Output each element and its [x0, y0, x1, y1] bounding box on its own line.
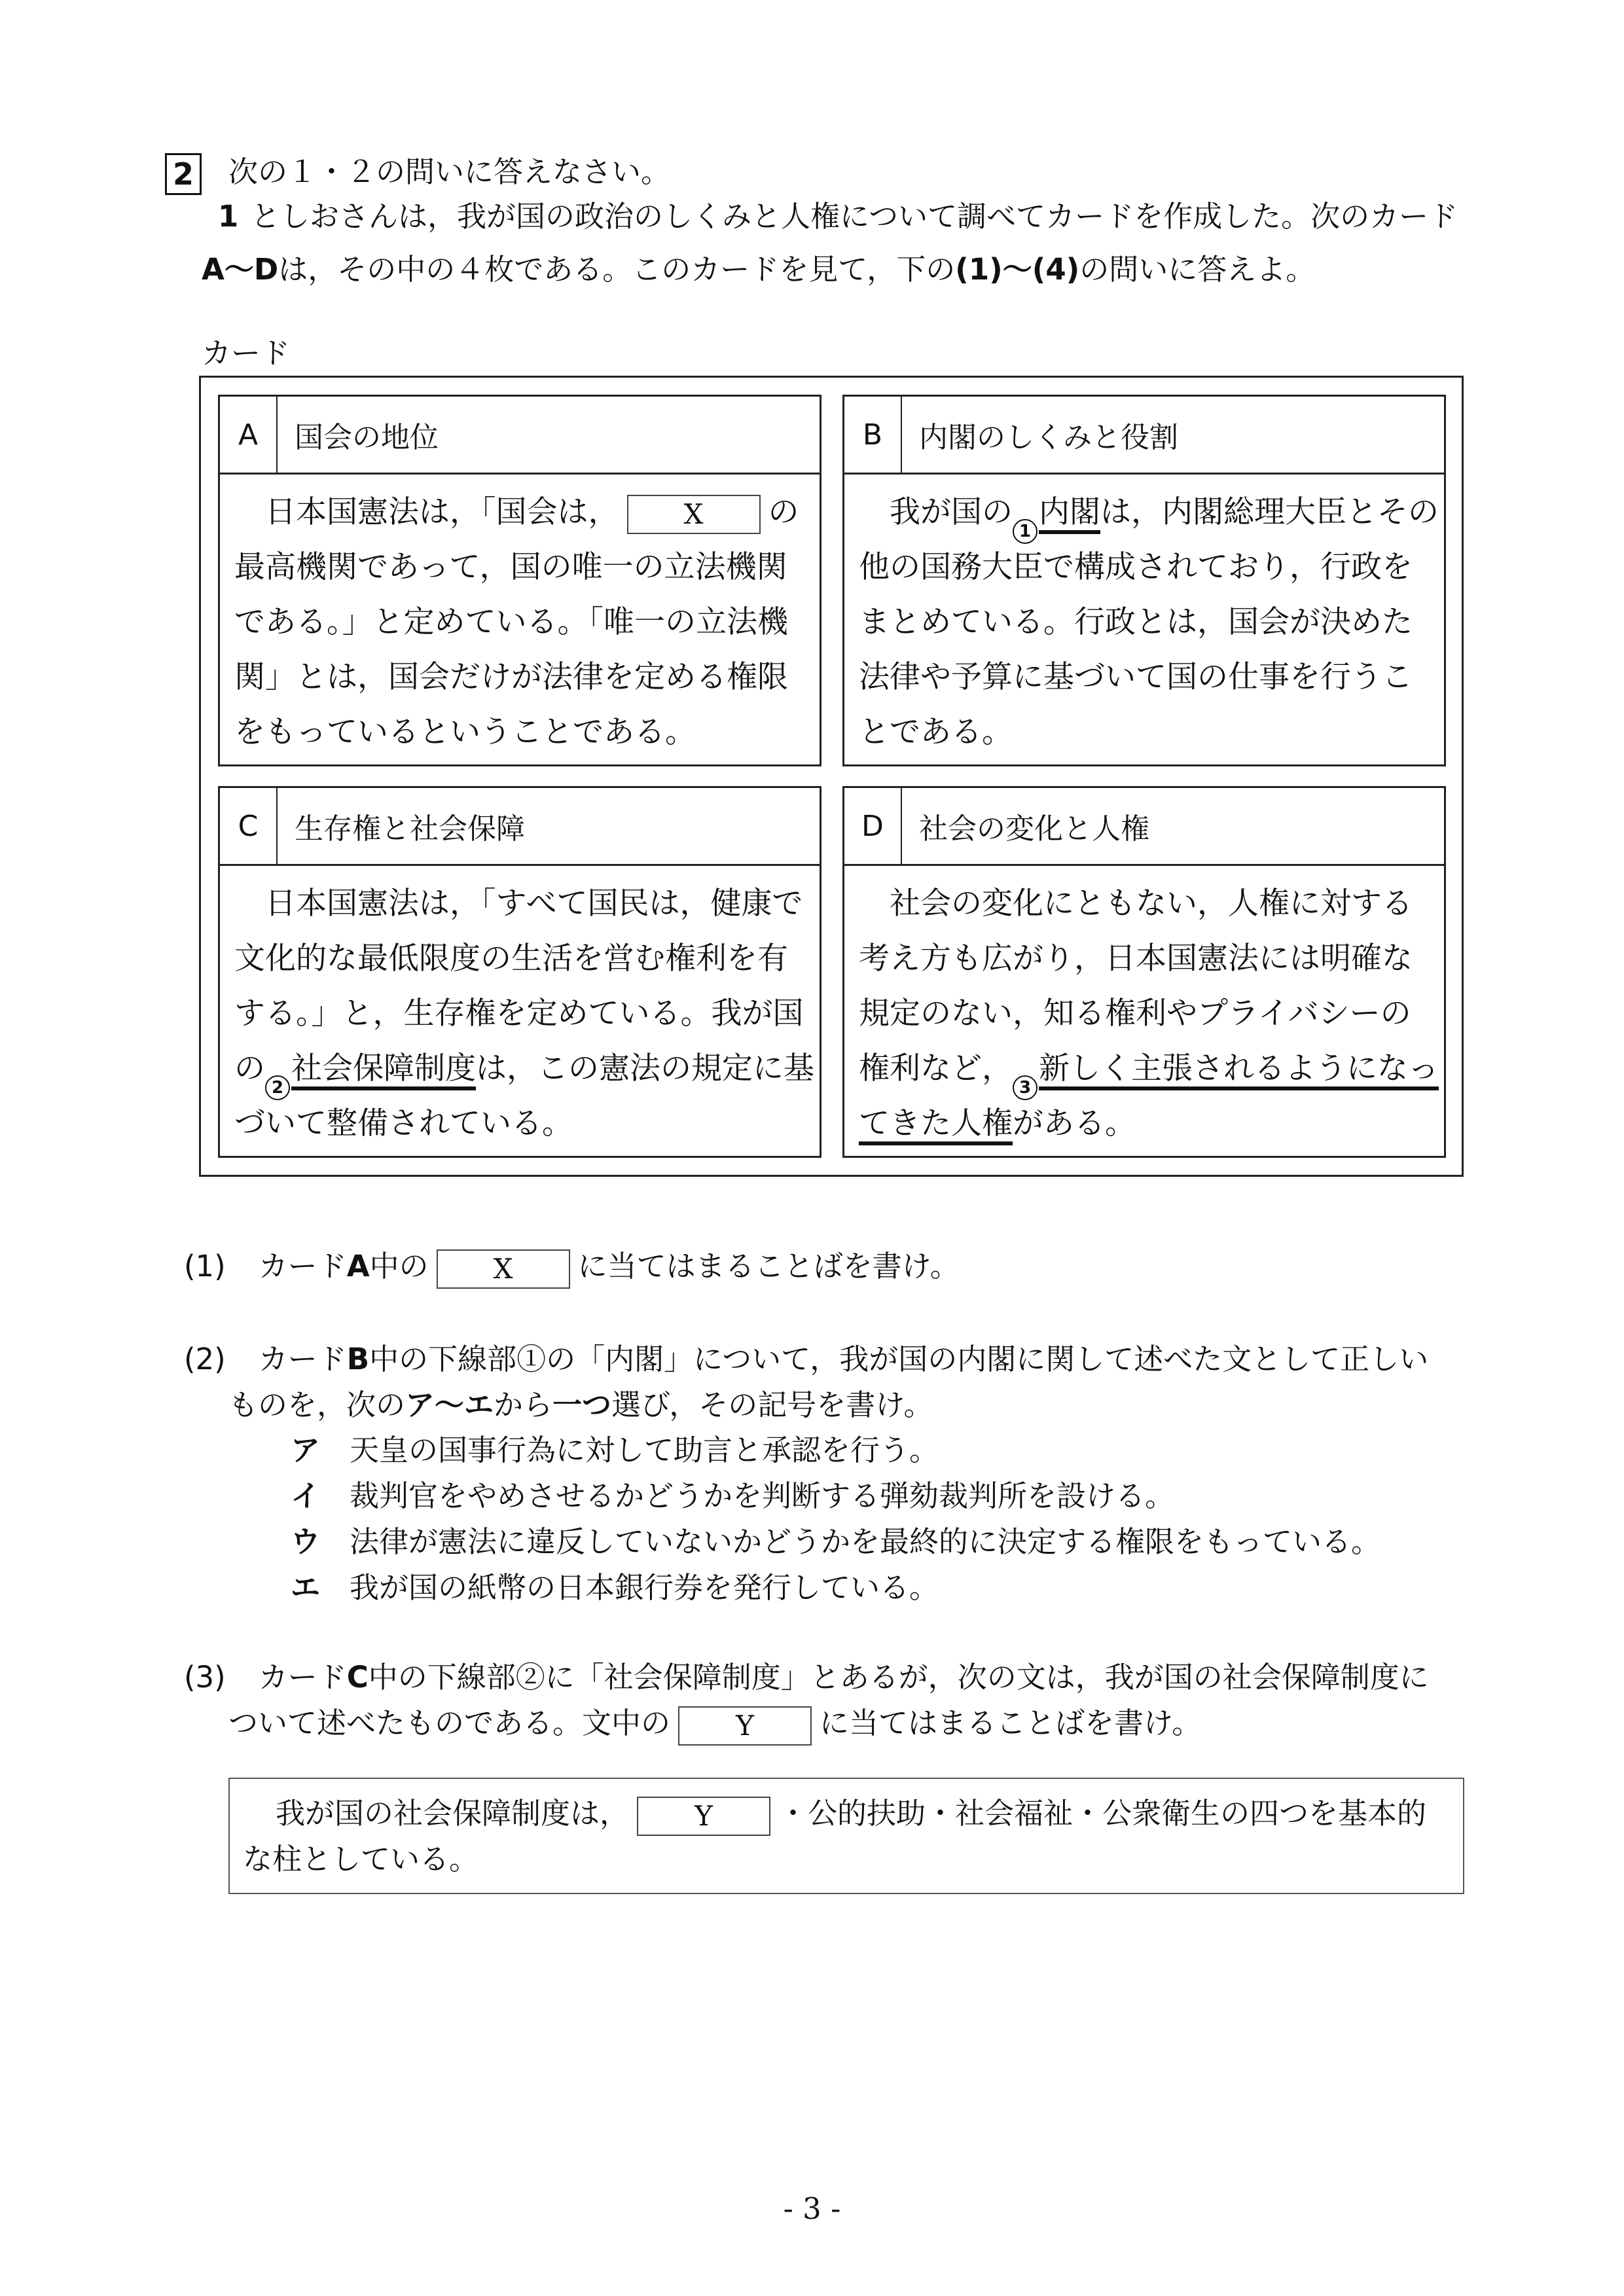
- choice-count: 一つ: [552, 1388, 612, 1422]
- card-text: 考え方も広がり，日本国憲法には明確な: [859, 941, 1413, 977]
- card-text: まとめている。行政とは，国会が決めた: [859, 604, 1413, 640]
- q1-number: 1: [218, 199, 239, 234]
- card-title: 内閣のしくみと役割: [919, 421, 1178, 454]
- card-text: は，この憲法の規定に基: [476, 1050, 814, 1086]
- underlined-text: 社会保障制度: [291, 1050, 476, 1090]
- option-a: [291, 1427, 939, 1473]
- question-text: カード: [258, 1249, 347, 1283]
- card-c: [218, 786, 821, 1158]
- card-text: 法律や予算に基づいて国の仕事を行うこ: [859, 659, 1413, 695]
- section-number-box: [165, 153, 202, 195]
- question-text: に当てはまることばを書け。: [820, 1706, 1202, 1740]
- card-text: の: [234, 1050, 265, 1086]
- card-text: である。」と定めている。「唯一の立法機: [234, 604, 788, 640]
- option-text: 裁判官をやめさせるかどうかを判断する弾劾裁判所を設ける。: [350, 1479, 1175, 1513]
- card-title: 社会の変化と人権: [919, 812, 1149, 846]
- blank-y: Y: [637, 1797, 770, 1836]
- blank-x: X: [627, 495, 761, 534]
- card-title: 国会の地位: [295, 421, 439, 454]
- question-text: 中の下線部②に「社会保障制度」とあるが，次の文は，我が国の社会保障制度に: [368, 1660, 1429, 1695]
- card-text: 文化的な最低限度の生活を営む権利を有: [234, 941, 788, 977]
- option-label: イ: [291, 1479, 321, 1513]
- choice-range: ア〜エ: [405, 1388, 494, 1422]
- option-i: [291, 1473, 1174, 1519]
- card-a: [218, 395, 821, 766]
- card-text: する。」と，生存権を定めている。我が国: [234, 996, 804, 1031]
- intro-text: は，その中の４枚である。このカードを見て，下の: [278, 252, 956, 287]
- intro-text-end: の問いに答えよ。: [1079, 252, 1316, 287]
- circled-number-2: 2: [265, 1075, 290, 1100]
- circled-number-3: 3: [1013, 1075, 1038, 1100]
- question-text: ついて述べたものである。文中の: [228, 1706, 671, 1740]
- card-b: [842, 395, 1446, 766]
- statement-text: ・公的扶助・社会福祉・公衆衛生の四つを基本的: [778, 1796, 1427, 1831]
- card-text: づいて整備されている。: [234, 1105, 573, 1141]
- blank-y: Y: [678, 1706, 812, 1746]
- question-2: [184, 1336, 1428, 1382]
- card-letter: A: [220, 397, 278, 473]
- card-text: 日本国憲法は，「すべて国民は，健康で: [265, 886, 803, 922]
- cards-label: カード: [202, 336, 291, 370]
- card-text: がある。: [1013, 1105, 1136, 1141]
- card-text: とである。: [859, 714, 1013, 750]
- question-text: ものを，次の: [228, 1388, 406, 1422]
- card-text: をもっているということである。: [234, 714, 696, 750]
- intro-tilde: 〜: [1002, 252, 1032, 287]
- card-text: 日本国憲法は，「国会は，: [265, 494, 619, 530]
- option-label: ウ: [291, 1524, 321, 1559]
- page-number: - 3 -: [783, 2191, 841, 2226]
- option-label: エ: [291, 1570, 321, 1605]
- question-number: (2): [184, 1342, 226, 1376]
- circled-number-1: 1: [1013, 519, 1038, 544]
- option-text: 我が国の紙幣の日本銀行券を発行している。: [350, 1570, 939, 1605]
- question-text: 中の下線部①の「内閣」について，我が国の内閣に関して述べた文として正しい: [369, 1342, 1429, 1376]
- question-number: (1): [184, 1249, 226, 1283]
- question-number: (3): [184, 1660, 226, 1695]
- question-text: カード: [258, 1660, 347, 1695]
- card-text: 他の国務大臣で構成されており，行政を: [859, 549, 1413, 585]
- option-label: ア: [291, 1433, 321, 1467]
- statement-text: な柱としている。: [243, 1842, 479, 1876]
- statement-text: 我が国の社会保障制度は，: [276, 1796, 630, 1831]
- card-letter: B: [844, 397, 902, 473]
- intro-n1: (1): [955, 252, 1003, 287]
- card-text: 我が国の: [890, 494, 1013, 530]
- underlined-text: てきた人権: [859, 1105, 1013, 1145]
- card-ref: C: [346, 1660, 369, 1695]
- card-d: [842, 786, 1446, 1158]
- statement-box: [228, 1778, 1464, 1894]
- card-text: 権利など，: [859, 1050, 1013, 1086]
- underlined-text: 内閣: [1039, 494, 1100, 534]
- card-text: は，内閣総理大臣とその: [1100, 494, 1439, 530]
- question-text: 選び，その記号を書け。: [611, 1388, 933, 1422]
- option-u: [291, 1519, 1380, 1565]
- card-ref: A: [346, 1249, 370, 1283]
- question-1: [184, 1244, 960, 1289]
- question-text: 中の: [369, 1249, 429, 1283]
- intro-n4: (4): [1032, 252, 1080, 287]
- question-text: から: [494, 1388, 553, 1422]
- question-3-line2: [228, 1700, 1201, 1746]
- underlined-text: 新しく主張されるようになっ: [1039, 1050, 1439, 1090]
- question-text: カード: [258, 1342, 347, 1376]
- option-e: [291, 1565, 939, 1611]
- question-3: [184, 1655, 1429, 1700]
- question-2-line2: [228, 1382, 933, 1428]
- card-title: 生存権と社会保障: [295, 812, 525, 846]
- q1-intro-line2: [202, 247, 1315, 293]
- card-text: 規定のない，知る権利やプライバシーの: [859, 996, 1411, 1031]
- blank-x: X: [437, 1249, 570, 1289]
- card-text: 最高機関であって，国の唯一の立法機関: [234, 549, 787, 585]
- intro-card-range: A〜D: [202, 252, 279, 287]
- section-number: 2: [172, 156, 194, 192]
- card-ref: B: [346, 1342, 370, 1376]
- option-text: 法律が憲法に違反していないかどうかを最終的に決定する権限をもっている。: [350, 1524, 1381, 1559]
- option-text: 天皇の国事行為に対して助言と承認を行う。: [350, 1433, 939, 1467]
- card-letter: C: [220, 788, 278, 864]
- card-letter: D: [844, 788, 902, 864]
- card-text: の: [768, 494, 799, 530]
- card-text: 関」とは，国会だけが法律を定める権限: [234, 659, 788, 695]
- card-text: 社会の変化にともない，人権に対する: [890, 886, 1413, 922]
- question-text: に当てはまることばを書け。: [577, 1249, 960, 1283]
- q1-intro-line1: としおさんは，我が国の政治のしくみと人権について調べてカードを作成した。次のカード: [251, 199, 1458, 234]
- section-instruction: 次の１・２の問いに答えなさい。: [228, 154, 671, 189]
